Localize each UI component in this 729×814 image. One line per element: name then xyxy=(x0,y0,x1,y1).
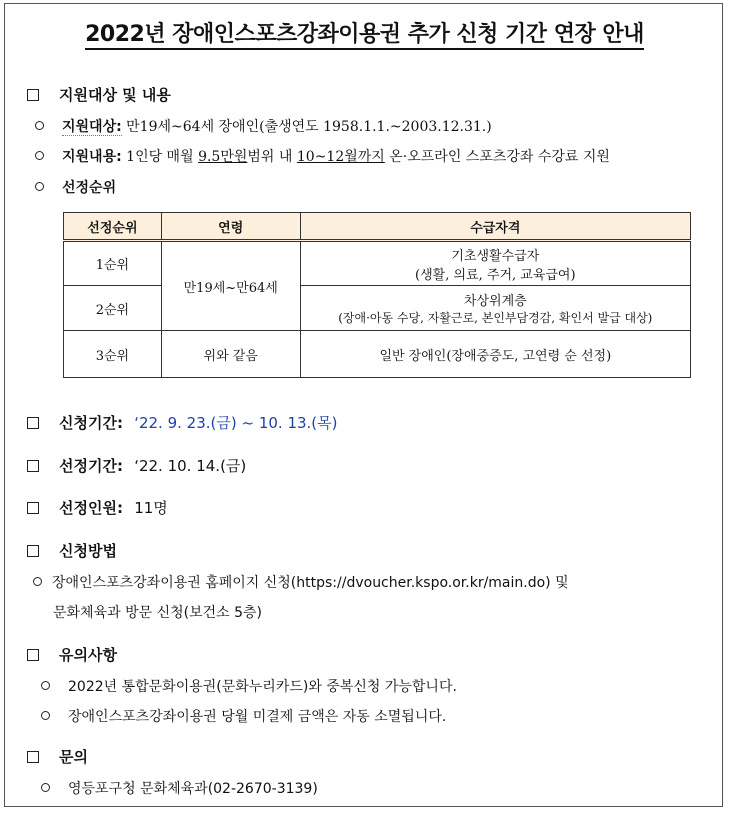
page-title-text: 2022년 장애인스포츠강좌이용권 추가 신청 기간 연장 안내 xyxy=(85,22,644,50)
qualification-cell: 기초생활수급자 (생활, 의료, 주거, 교육급여) xyxy=(300,241,690,286)
qualification-cell: 일반 장애인(장애중증도, 고연령 순 선정) xyxy=(300,331,690,378)
section-contact-heading: 문의 xyxy=(27,746,88,767)
checkbox-square-icon xyxy=(27,545,39,557)
page-title xyxy=(0,17,729,48)
method-line-2: 문화체육과 방문 신청(보건소 5층) xyxy=(53,605,262,621)
checkbox-square-icon xyxy=(27,502,39,514)
apply-period-line: 신청기간: ‘22. 9. 23.(금) ~ 10. 13.(목) xyxy=(27,412,338,433)
circle-bullet-icon xyxy=(35,182,44,191)
age-cell: 만19세~만64세 xyxy=(161,241,300,331)
section-notes-heading: 유의사항 xyxy=(27,644,117,665)
circle-bullet-icon xyxy=(41,711,50,720)
checkbox-square-icon xyxy=(27,751,39,763)
circle-bullet-icon xyxy=(33,577,42,586)
table-header-row xyxy=(64,213,691,241)
selection-rank-line: 선정순위 xyxy=(35,177,116,197)
rank-cell: 1순위 xyxy=(64,241,162,286)
table-row xyxy=(64,241,691,286)
support-content-line: 지원내용: 1인당 매월 9.5만원범위 내 10~12월까지 온·오프라인 스포츠강좌 수강료 지원 xyxy=(35,146,610,166)
notes-item-1: 2022년 통합문화이용권(문화누리카드)와 중복신청 가능합니다. xyxy=(41,676,457,696)
method-line-1: 장애인스포츠강좌이용권 홈페이지 신청(https://dvoucher.kspo.or.kr/main.do) 및 xyxy=(33,572,569,592)
circle-bullet-icon xyxy=(35,121,44,130)
table-header-cell: 수급자격 xyxy=(300,213,690,241)
checkbox-square-icon xyxy=(27,89,39,101)
notes-item-2: 장애인스포츠강좌이용권 당월 미결제 금액은 자동 소멸됩니다. xyxy=(41,706,446,726)
table-row xyxy=(64,286,691,331)
selection-count-line: 선정인원: 11명 xyxy=(27,497,168,518)
age-cell: 위와 같음 xyxy=(161,331,300,378)
checkbox-square-icon xyxy=(27,460,39,472)
checkbox-square-icon xyxy=(27,649,39,661)
contact-item-1: 영등포구청 문화체육과(02-2670-3139) xyxy=(41,778,318,798)
table-row xyxy=(64,331,691,378)
circle-bullet-icon xyxy=(35,151,44,160)
circle-bullet-icon xyxy=(41,681,50,690)
rank-cell: 3순위 xyxy=(64,331,162,378)
section-method-heading: 신청방법 xyxy=(27,540,117,561)
rank-cell: 2순위 xyxy=(64,286,162,331)
section-support-heading: 지원대상 및 내용 xyxy=(27,84,171,105)
table-header-cell: 선정순위 xyxy=(64,213,162,241)
qualification-cell: 차상위계층 (장애·아동 수당, 자활근로, 본인부담경감, 확인서 발급 대상) xyxy=(300,286,690,331)
checkbox-square-icon xyxy=(27,417,39,429)
circle-bullet-icon xyxy=(41,783,50,792)
support-target-line: 지원대상: 만19세~64세 장애인(출생연도 1958.1.1.~2003.12.31.) xyxy=(35,116,492,136)
table-header-cell: 연령 xyxy=(161,213,300,241)
selection-rank-table xyxy=(63,212,691,378)
selection-period-line: 선정기간: ‘22. 10. 14.(금) xyxy=(27,455,246,476)
